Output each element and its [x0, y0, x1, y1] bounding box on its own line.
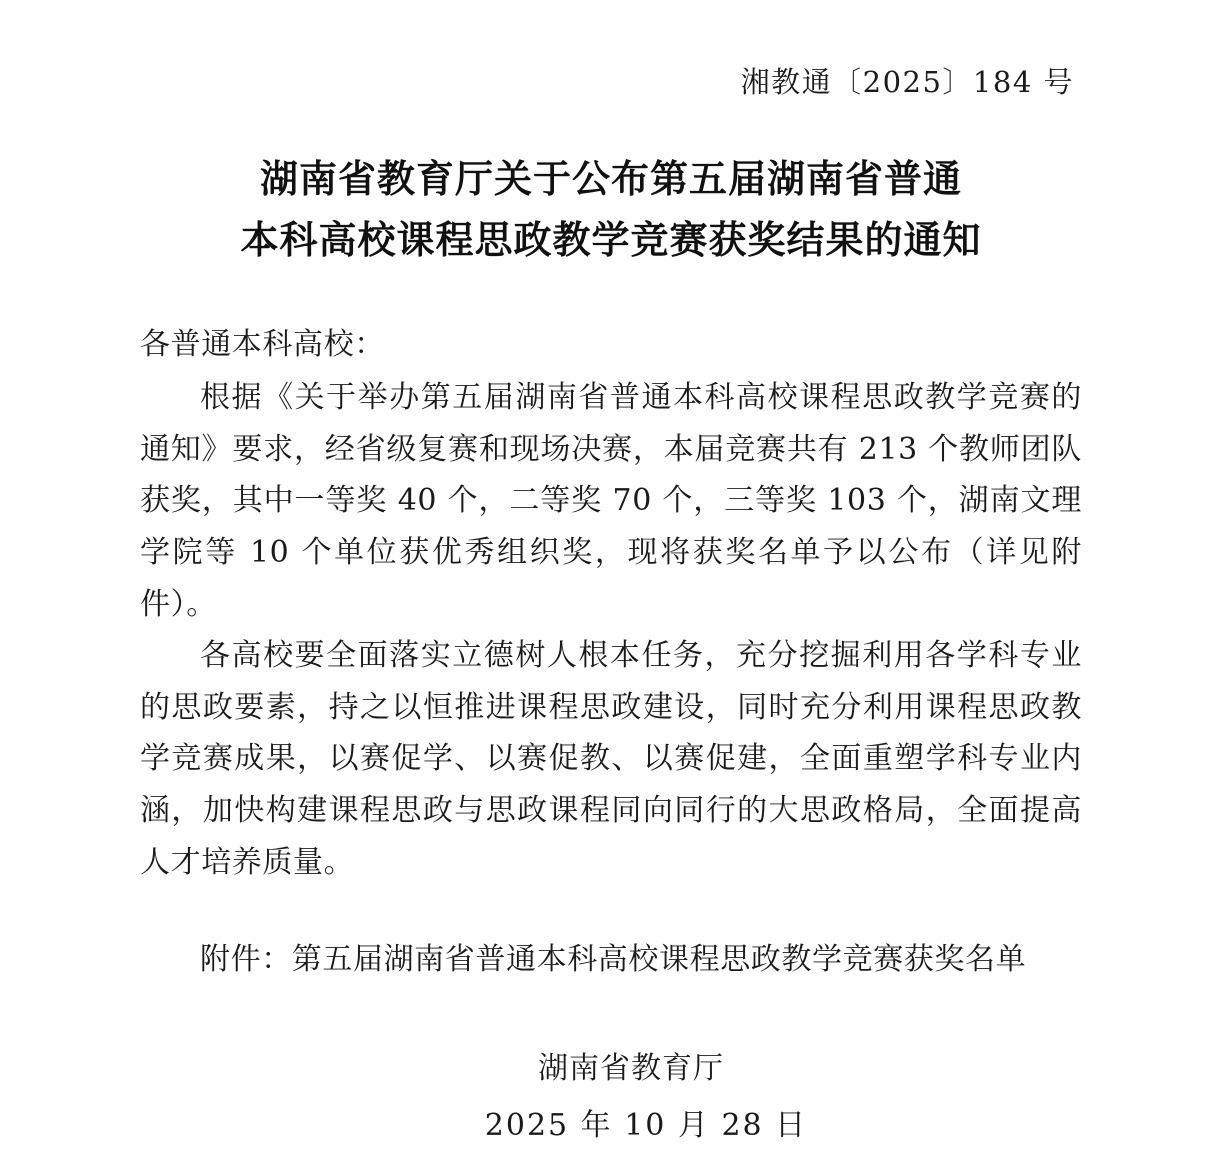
page-title	[140, 149, 1082, 271]
signature-block	[140, 1040, 1082, 1154]
document-number: 湘教通〔2025〕184 号	[740, 65, 1074, 99]
attachment-line: 附件：第五届湖南省普通本科高校课程思政教学竞赛获奖名单	[200, 942, 1027, 978]
page-title-line-2: 本科高校课程思政教学竞赛获奖结果的通知	[240, 216, 982, 262]
salutation: 各普通本科高校：	[140, 326, 385, 362]
document-body	[140, 319, 1082, 986]
signature-date: 2025 年 10 月 28 日	[484, 1107, 808, 1143]
signature-organization: 湖南省教育厅	[538, 1050, 724, 1086]
body-paragraph-1: 根据《关于举办第五届湖南省普通本科高校课程思政教学竞赛的通知》要求，经省级复赛和现场决赛，本届竞赛共有 213 个教师团队获奖，其中一等奖 40 个，二等奖 70 个，三等奖 103 个，湖南文理学院等 10 个单位获优秀组织奖，现将获奖名单予以公布（详见附件）。	[140, 380, 1082, 622]
page-title-line-1: 湖南省教育厅关于公布第五届湖南省普通	[259, 156, 962, 201]
body-paragraph-2: 各高校要全面落实立德树人根本任务，充分挖掘利用各学科专业的思政要素，持之以恒推进课程思政建设，同时充分利用课程思政教学竞赛成果，以赛促学、以赛促教、以赛促建，全面重塑学科专业内涵，加快构建课程思政与思政课程同向同行的大思政格局，全面提高人才培养质量。	[140, 638, 1082, 880]
